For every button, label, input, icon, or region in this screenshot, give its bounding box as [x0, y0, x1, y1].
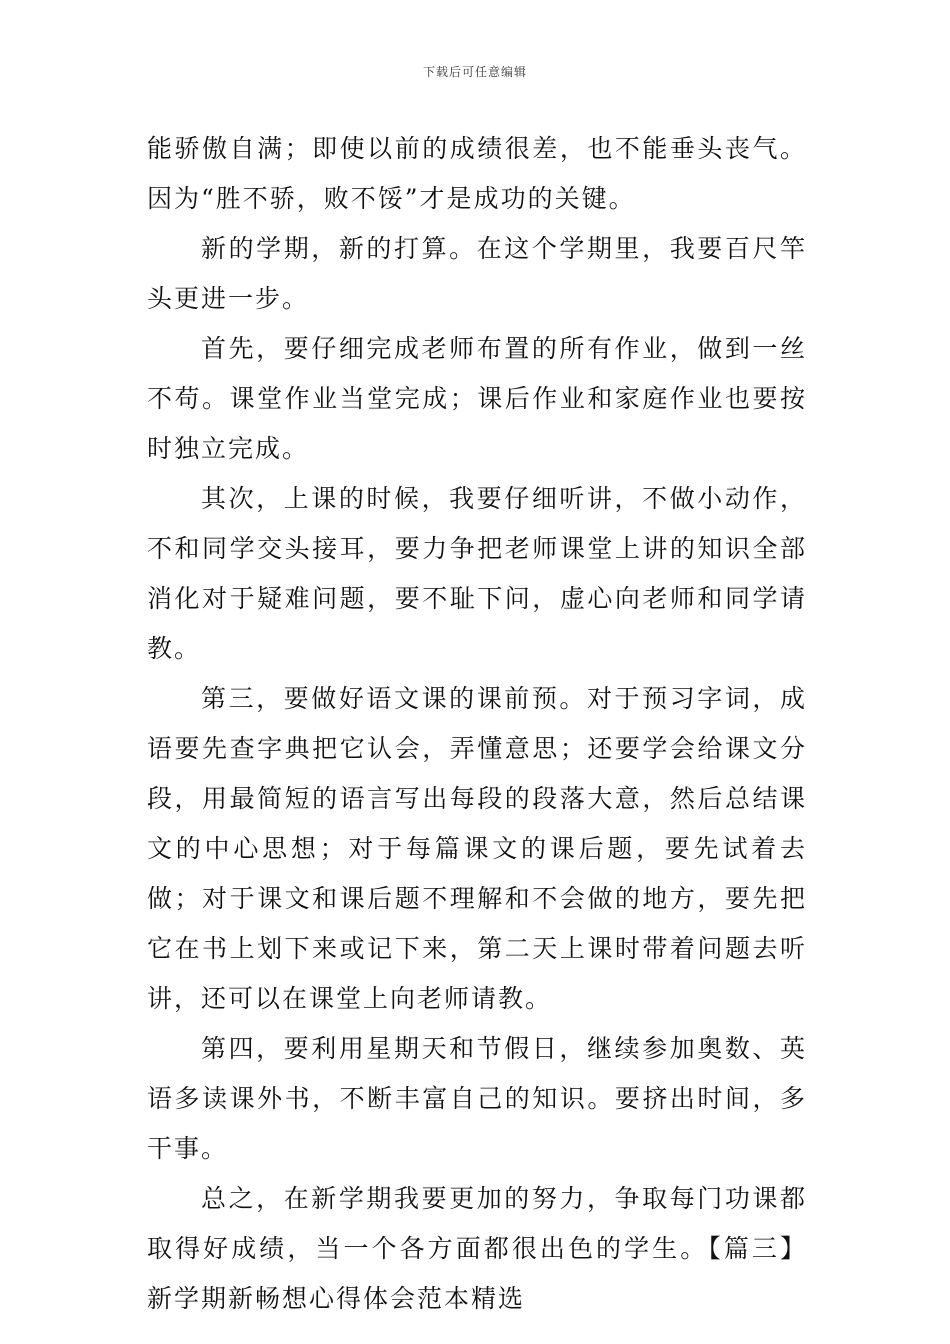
document-body	[147, 124, 807, 1324]
paragraph-4: 其次，上课的时候，我要仔细听讲，不做小动作，不和同学交头接耳，要力争把老师课堂上讲的知识全部消化对于疑难问题，要不耻下问，虚心向老师和同学请教。	[147, 484, 807, 663]
paragraph-1: 能骄傲自满；即使以前的成绩很差，也不能垂头丧气。因为“胜不骄，败不馁”才是成功的关键。	[147, 134, 807, 213]
paragraph-5: 第三，要做好语文课的课前预。对于预习字词，成语要先查字典把它认会，弄懂意思；还要学会给课文分段，用最简短的语言写出每段的段落大意，然后总结课文的中心思想；对于每篇课文的课后题，要先试着去做；对于课文和课后题不理解和不会做的地方，要先把它在书上划下来或记下来，第二天上课时带着问题去听讲，还可以在课堂上向老师请教。	[147, 684, 807, 1013]
paragraph-3: 首先，要仔细完成老师布置的所有作业，做到一丝不苟。课堂作业当堂完成；课后作业和家庭作业也要按时独立完成。	[147, 334, 807, 463]
paragraph-2: 新的学期，新的打算。在这个学期里，我要百尺竿头更进一步。	[147, 234, 807, 313]
paragraph-7: 总之，在新学期我要更加的努力，争取每门功课都取得好成绩，当一个各方面都很出色的学生。【篇三】新学期新畅想心得体会范本精选	[147, 1184, 807, 1313]
paragraph-6: 第四，要利用星期天和节假日，继续参加奥数、英语多读课外书，不断丰富自己的知识。要挤出时间，多干事。	[147, 1034, 807, 1163]
page-header: 下载后可任意编辑	[422, 65, 527, 79]
